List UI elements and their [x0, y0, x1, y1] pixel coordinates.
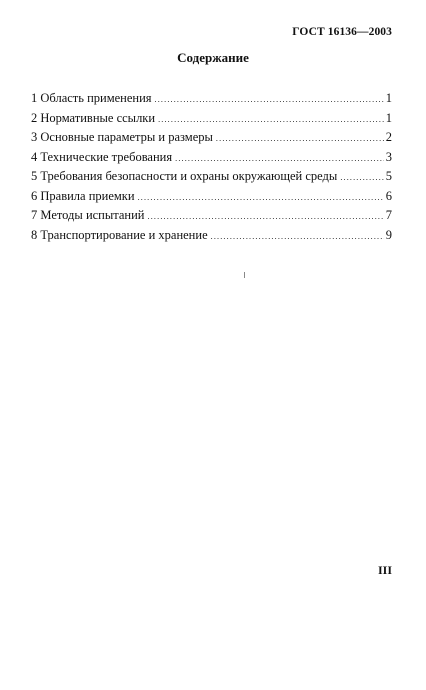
toc-entry-label: 2 Нормативные ссылки [31, 110, 156, 125]
toc-entry[interactable] [31, 109, 392, 129]
toc-entry-label: 3 Основные параметры и размеры [31, 130, 213, 144]
standard-designation: ГОСТ 16136—2003 [292, 26, 392, 38]
toc-entry-label: 8 Транспортирование и хранение [31, 227, 208, 242]
toc-entry-label: 6 Правила приемки [31, 188, 135, 203]
toc-leader-dots [138, 188, 384, 208]
toc-title: Содержание [177, 50, 249, 65]
toc-entry-page: 5 [385, 169, 392, 183]
toc-entry[interactable] [31, 89, 392, 109]
toc-leader-dots [211, 227, 384, 247]
toc-entry-label: 1 Область применения [31, 91, 152, 105]
toc-entry-label: 4 Технические требования [31, 149, 173, 164]
toc-entry-page: 7 [385, 208, 392, 222]
toc-entry-page: 2 [385, 130, 392, 144]
toc-leader-dots [340, 168, 383, 188]
toc-entry-page: 3 [385, 149, 392, 164]
page-number: III [377, 563, 392, 577]
toc-entry-page: 1 [385, 91, 392, 105]
toc-entry[interactable] [31, 226, 392, 246]
toc-entry[interactable] [31, 167, 392, 187]
toc-entry[interactable] [31, 206, 392, 226]
toc-leader-dots [175, 149, 384, 169]
toc-entry-page: 1 [385, 110, 392, 125]
toc-entry-label: 7 Методы испытаний [31, 208, 145, 222]
toc-leader-dots [216, 129, 384, 149]
toc-entry-label: 5 Требования безопасности и охраны окружающей среды [31, 169, 338, 183]
toc-leader-dots [158, 110, 384, 130]
scan-artifact-mark [244, 272, 245, 278]
toc-leader-dots [155, 90, 384, 110]
toc-entry[interactable] [31, 187, 392, 207]
toc-entry[interactable] [31, 148, 392, 168]
toc-entry-page: 6 [385, 188, 392, 203]
toc-leader-dots [148, 207, 384, 227]
toc-entry[interactable] [31, 128, 392, 148]
toc-entry-page: 9 [385, 227, 392, 242]
toc-list [31, 89, 392, 245]
